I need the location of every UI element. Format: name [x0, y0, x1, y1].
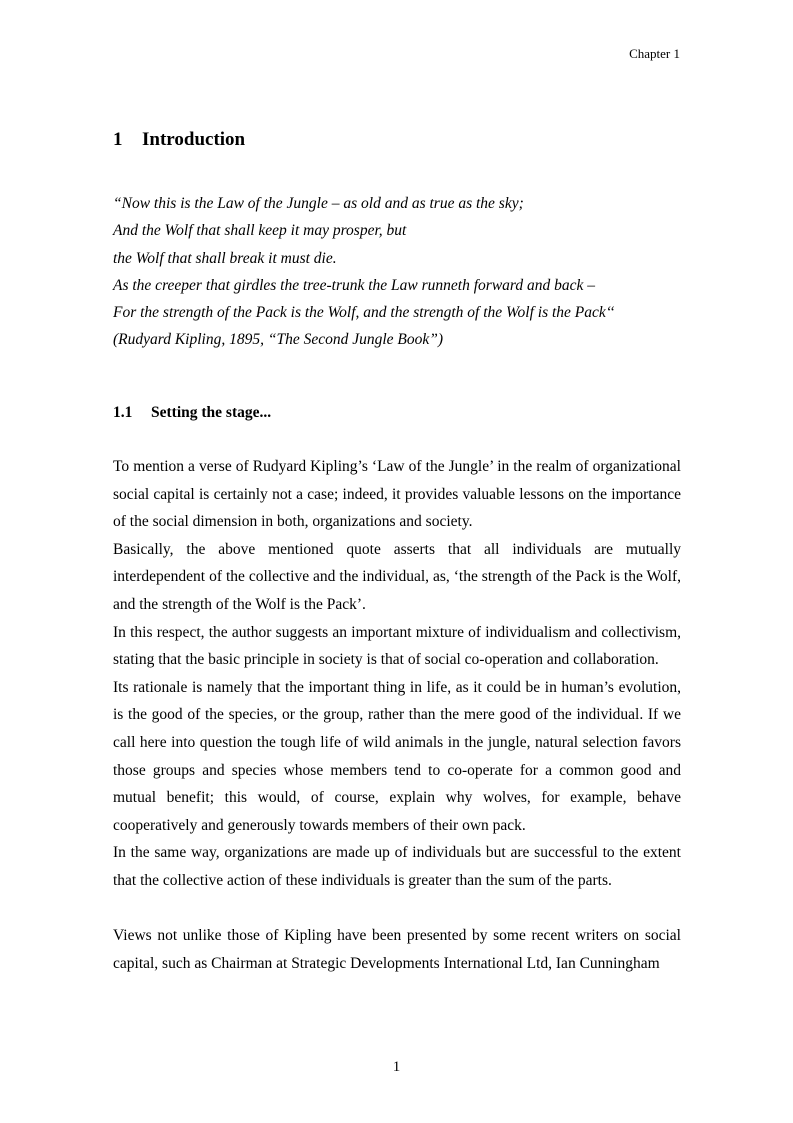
epigraph-line: “Now this is the Law of the Jungle – as old and as true as the sky; — [113, 195, 524, 212]
epigraph-line: For the strength of the Pack is the Wolf, and the strength of the Wolf is the Pack‘‘ — [113, 304, 615, 322]
page-number: 1 — [392, 1059, 401, 1075]
epigraph-citation: (Rudyard Kipling, 1895, “The Second Jungle Book”) — [113, 331, 444, 349]
section-heading — [113, 403, 271, 423]
chapter-title: Introduction — [142, 129, 246, 150]
epigraph-line: the Wolf that shall break it must die. — [113, 249, 337, 267]
paragraph: Basically, the above mentioned quote asserts that all individuals are mutually interdependent of the collective and the individual, as, ‘the strength of the Pack is the Wolf, and the strength of the Wolf is the Pack’. — [113, 540, 681, 613]
chapter-number: 1 — [113, 129, 123, 150]
running-header: Chapter 1 — [629, 46, 680, 61]
epigraph-line: And the Wolf that shall keep it may prosper, but — [113, 222, 407, 240]
section-title: Setting the stage... — [151, 404, 272, 421]
body-text — [113, 453, 681, 977]
section-number: 1.1 — [113, 404, 133, 421]
paragraph: In the same way, organizations are made up of individuals but are successful to the extent that the collective action of these individuals is greater than the sum of the parts. — [113, 844, 681, 889]
epigraph — [113, 190, 713, 354]
paragraph: Views not unlike those of Kipling have been presented by some recent writers on social capital, such as Chairman at Strategic Developments International Ltd, Ian Cunningham — [113, 927, 681, 972]
epigraph-line: As the creeper that girdles the tree-trunk the Law runneth forward and back – — [113, 276, 596, 294]
paragraph: In this respect, the author suggests an important mixture of individualism and collectivism, stating that the basic principle in society is that of social co-operation and collaboration. — [113, 623, 681, 669]
paragraph: Its rationale is namely that the important thing in life, as it could be in human’s evolution, is the good of the species, or the group, rather than the mere good of the individual. If we call here into question the tough life of wild animals in the jungle, natural selection favors those groups and species whose members tend to co-operate for a common good and mutual benefit; this would, of course, explain why wolves, for example, behave cooperatively and generously towards members of their own pack. — [113, 678, 681, 834]
paragraph: To mention a verse of Rudyard Kipling’s ‘Law of the Jungle’ in the realm of organizational social capital is certainly not a case; indeed, it provides valuable lessons on the importance of the social dimension in both, organizations and society. — [113, 458, 681, 531]
chapter-heading — [113, 128, 245, 152]
